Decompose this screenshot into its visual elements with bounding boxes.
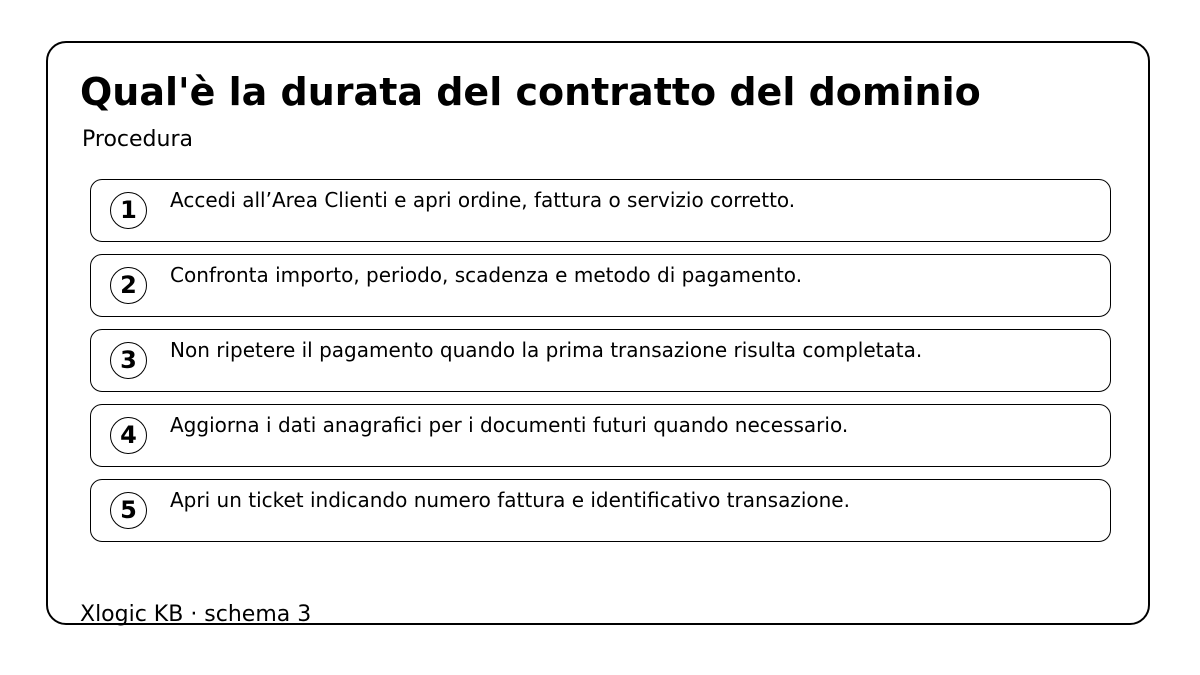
step-item-2 — [90, 254, 1111, 317]
section-subtitle: Procedura — [82, 127, 193, 152]
step-number-badge: 5 — [110, 492, 147, 529]
step-number-badge: 1 — [110, 192, 147, 229]
step-text: Non ripetere il pagamento quando la prima transazione risulta completata. — [170, 338, 923, 362]
step-number-badge: 2 — [110, 267, 147, 304]
step-item-1 — [90, 179, 1111, 242]
footer-caption: Xlogic KB · schema 3 — [80, 602, 312, 627]
step-number-badge: 3 — [110, 342, 147, 379]
step-item-4 — [90, 404, 1111, 467]
step-item-3 — [90, 329, 1111, 392]
step-text: Confronta importo, periodo, scadenza e metodo di pagamento. — [170, 263, 803, 287]
step-number-badge: 4 — [110, 417, 147, 454]
step-text: Accedi all’Area Clienti e apri ordine, fattura o servizio corretto. — [170, 188, 796, 212]
step-text: Aggiorna i dati anagrafici per i documenti futuri quando necessario. — [170, 413, 849, 437]
step-list — [90, 179, 1111, 554]
step-text: Apri un ticket indicando numero fattura e identificativo transazione. — [170, 488, 850, 512]
step-item-5 — [90, 479, 1111, 542]
page-title: Qual'è la durata del contratto del dominio — [80, 70, 981, 114]
